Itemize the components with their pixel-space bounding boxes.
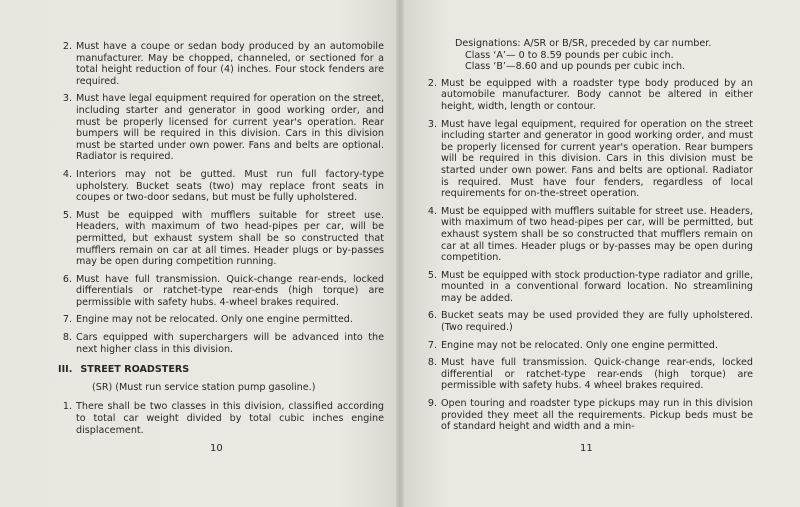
designation-line: Class ‘A’— 0 to 8.59 pounds per cubic inch. [465, 49, 674, 61]
rule-item [423, 119, 753, 200]
rule-item [423, 310, 753, 333]
rule-number: 3. [62, 93, 72, 105]
rule-item [423, 206, 753, 264]
rule-text: Must be equipped with stock production-type radiator and grille, mounted in a conventional forward location. No streamlining may be added. [441, 269, 753, 304]
rule-number: 7. [427, 339, 437, 351]
left-page-text [58, 41, 384, 442]
rule-number: 9. [427, 398, 437, 410]
rule-text: Open touring and roadster type pickups may run in this division provided they meet all the requirements. Pickup beds must be of standard height and width and a min- [441, 398, 753, 433]
rule-number: 2. [62, 41, 72, 52]
rule-text: Must have legal equipment required for operation on the street, including starter and generator in good working order, and must be properly licensed for current year's operation. Rear bumpers will be required in this division. Cars in this division must be started under own power. Fans and belts are optional. Radiator is required. [76, 93, 384, 163]
rule-number: 5. [62, 209, 72, 221]
rule-text: Interiors may not be gutted. Must run full factory-type upholstery. Bucket seats (two) may replace front seats in coupes or two-door sedans, but must be fully upholstered. [76, 168, 384, 204]
rule-item [423, 78, 753, 113]
rule-number: 8. [427, 357, 437, 369]
rule-number: 7. [62, 314, 72, 326]
rule-item [58, 93, 384, 163]
rule-text: Must have full transmission. Quick-change rear-ends, locked differential or ratchet-type rear-ends (high torque) are permissible with safety hubs. 4 wheel brakes required. [441, 357, 753, 392]
rule-number: 4. [62, 168, 72, 180]
rule-item [58, 274, 384, 309]
book-gutter [396, 0, 404, 507]
rule-number: 4. [427, 205, 437, 217]
rule-item [58, 401, 384, 436]
rule-text: Must be equipped with a roadster type body produced by an automobile manufacturer. Body cannot be altered in either height, width, length or contour. [441, 77, 753, 112]
rule-item [423, 340, 753, 352]
right-page-text [423, 38, 753, 439]
rule-item [423, 270, 753, 305]
rule-number: 6. [62, 273, 72, 285]
section-heading [58, 364, 384, 376]
rule-number: 8. [62, 332, 72, 344]
rule-item [423, 398, 753, 433]
rule-text: Must have legal equipment, required for operation on the street including starter and generator in good working order, and must be properly licensed for current year's operation. Rear bumpers will be required in this division. Cars in this division must be started under own power. Fans and belts are optional. Radiator is required. Must have four fenders, regardless of local requirements for on-the-street operation. [441, 118, 753, 200]
class-designations [423, 38, 753, 73]
rule-text: Engine may not be relocated. Only one engine permitted. [441, 339, 718, 351]
page-number: 11 [580, 443, 593, 454]
rule-text: Engine may not be relocated. Only one engine permitted. [76, 314, 353, 326]
rule-number: 6. [427, 310, 437, 322]
rule-item [58, 169, 384, 204]
section-title: STREET ROADSTERS [80, 364, 190, 376]
rule-item [58, 314, 384, 326]
rule-item [58, 41, 384, 87]
designation-line: Designations: A/SR or B/SR, preceded by car number. [455, 38, 712, 49]
page-number: 10 [210, 443, 223, 454]
rule-text: Must be equipped with mufflers suitable for street use. Headers, with maximum of two head-pipes per car, will be permitted, but exhaust system shall be so constructed that mufflers remain on car at all times. Header plugs or by-passes may be open during competition. [441, 205, 753, 264]
rule-text: Must have full transmission. Quick-change rear-ends, locked differentials or ratchet-type rear-ends (high torque) are permissible with safety hubs. 4-wheel brakes required. [76, 273, 384, 308]
rule-number: 5. [427, 269, 437, 281]
rule-text: There shall be two classes in this division, classified according to total car weight divided by total cubic inches engine displacement. [76, 401, 384, 436]
rule-item [423, 357, 753, 392]
designation-line: Class ‘B’—8.60 and up pounds per cubic inch. [465, 61, 686, 73]
right-page [400, 0, 800, 507]
rule-number: 1. [62, 401, 72, 413]
rule-text: Bucket seats may be used provided they are fully upholstered. (Two required.) [441, 310, 753, 334]
rule-number: 2. [427, 77, 437, 89]
rule-item [58, 210, 384, 268]
section-number: III. [58, 364, 73, 376]
rule-text: Must have a coupe or sedan body produced by an automobile manufacturer. May be chopped, channeled, or sectioned for a total height reduction of four (4) inches. Four stock fenders are required. [76, 41, 384, 87]
rule-text: Cars equipped with superchargers will be advanced into the next higher class in this division. [76, 332, 384, 355]
section-subtitle: (SR) (Must run service station pump gasoline.) [92, 381, 316, 393]
rule-text: Must be equipped with mufflers suitable for street use. Headers, with maximum of two head-pipes per car, will be permitted, but exhaust system shall be so constructed that mufflers remain on car at all times. Header plugs or by-passes may be open during competition running. [76, 209, 384, 268]
rule-number: 3. [427, 118, 437, 130]
rule-item [58, 332, 384, 355]
